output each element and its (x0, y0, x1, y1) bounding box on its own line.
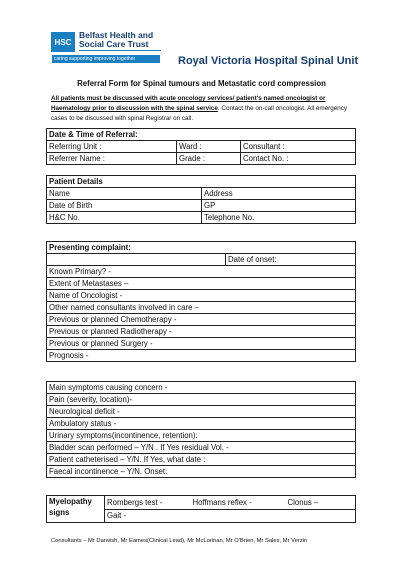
ambulatory-status-field[interactable]: Ambulatory status - (47, 418, 356, 430)
referral-heading: Date & Time of Referral: (47, 129, 356, 141)
intro-notice (51, 94, 351, 124)
patient-details-heading: Patient Details (47, 176, 356, 188)
ward-field[interactable]: Ward : (177, 141, 241, 153)
hoffmans-reflex-field[interactable]: Hoffmans reflex - (191, 496, 286, 510)
address-field[interactable]: Address (202, 188, 356, 200)
gp-field[interactable]: GP (202, 200, 356, 212)
presenting-complaint-table (46, 241, 356, 362)
grade-field[interactable]: Grade : (177, 153, 241, 165)
surgery-field[interactable]: Previous or planned Surgery - (47, 338, 356, 350)
other-consultants-field[interactable]: Other named consultants involved in care – (47, 302, 356, 314)
oncologist-name-field[interactable]: Name of Oncologist - (47, 290, 356, 302)
intro-notice-rest: . Contact the on-call oncologist. All emergency cases to be discussed with spinal Registrar on call. (51, 105, 348, 122)
telephone-field[interactable]: Telephone No. (202, 212, 356, 224)
hc-no-field[interactable]: H&C No. (47, 212, 202, 224)
intro-notice-bold: All patients must be discussed with acute oncology services/ patient's named oncologist or Haematology prior to discussion with the spinal service (51, 95, 326, 112)
catheterised-field[interactable]: Patient catheterised – Y/N. If Yes, what date : (47, 454, 356, 466)
referring-unit-field[interactable]: Referring Unit : (47, 141, 177, 153)
referrer-name-field[interactable]: Referrer Name : (47, 153, 177, 165)
myelopathy-label: Myelopathy signs (47, 496, 105, 523)
form-title: Referral Form for Spinal tumours and Metastatic cord compression (77, 79, 326, 88)
patient-details-table (46, 175, 356, 224)
known-primary-field[interactable]: Known Primary? - (47, 266, 356, 278)
neurological-deficit-field[interactable]: Neurological deficit - (47, 406, 356, 418)
hsc-badge: HSC (51, 32, 75, 52)
presenting-complaint-heading[interactable]: Presenting complaint: (47, 242, 356, 254)
consultants-footer: Consultants – Mr Darwish, Mr Eames(Clinical Lead), Mr McLorinan, Mr O'Brien, Mr Sales, Mr Verzin (51, 538, 308, 544)
dob-field[interactable]: Date of Birth (47, 200, 202, 212)
name-field[interactable]: Name (47, 188, 202, 200)
myelopathy-table (46, 495, 356, 523)
hospital-unit-title: Royal Victoria Hospital Spinal Unit (178, 55, 359, 67)
date-of-onset-field[interactable]: Date of onset: (226, 254, 356, 266)
main-symptoms-field[interactable]: Main symptoms causing concern - (47, 382, 356, 394)
faecal-incontinence-field[interactable]: Faecal incontinence – Y/N. Onset: (47, 466, 356, 478)
consultant-field[interactable]: Consultant : (241, 141, 356, 153)
extent-metastases-field[interactable]: Extent of Metastases – (47, 278, 356, 290)
trust-tagline: caring supporting improving together (52, 55, 160, 63)
urinary-symptoms-field[interactable]: Urinary symptoms(incontinence, retention): (47, 430, 356, 442)
radiotherapy-field[interactable]: Previous or planned Radiotherapy - (47, 326, 356, 338)
complaint-blank-cell[interactable] (47, 254, 226, 266)
chemotherapy-field[interactable]: Previous or planned Chemotherapy - (47, 314, 356, 326)
symptoms-table (46, 381, 356, 478)
prognosis-field[interactable]: Prognosis - (47, 350, 356, 362)
gait-field[interactable]: Gait - (105, 509, 356, 523)
referral-table (46, 128, 356, 165)
rombergs-test-field[interactable]: Rombergs test - (105, 496, 191, 510)
trust-logo (51, 31, 161, 67)
trust-name: Belfast Health and Social Care Trust (79, 30, 154, 49)
clonus-field[interactable]: Clonus – (286, 496, 356, 510)
contact-no-field[interactable]: Contact No. : (241, 153, 356, 165)
bladder-scan-field[interactable]: Bladder scan performed – Y/N . If Yes residual Vol. - (47, 442, 356, 454)
pain-field[interactable]: Pain (severity, location)- (47, 394, 356, 406)
logo-divider (79, 50, 161, 51)
